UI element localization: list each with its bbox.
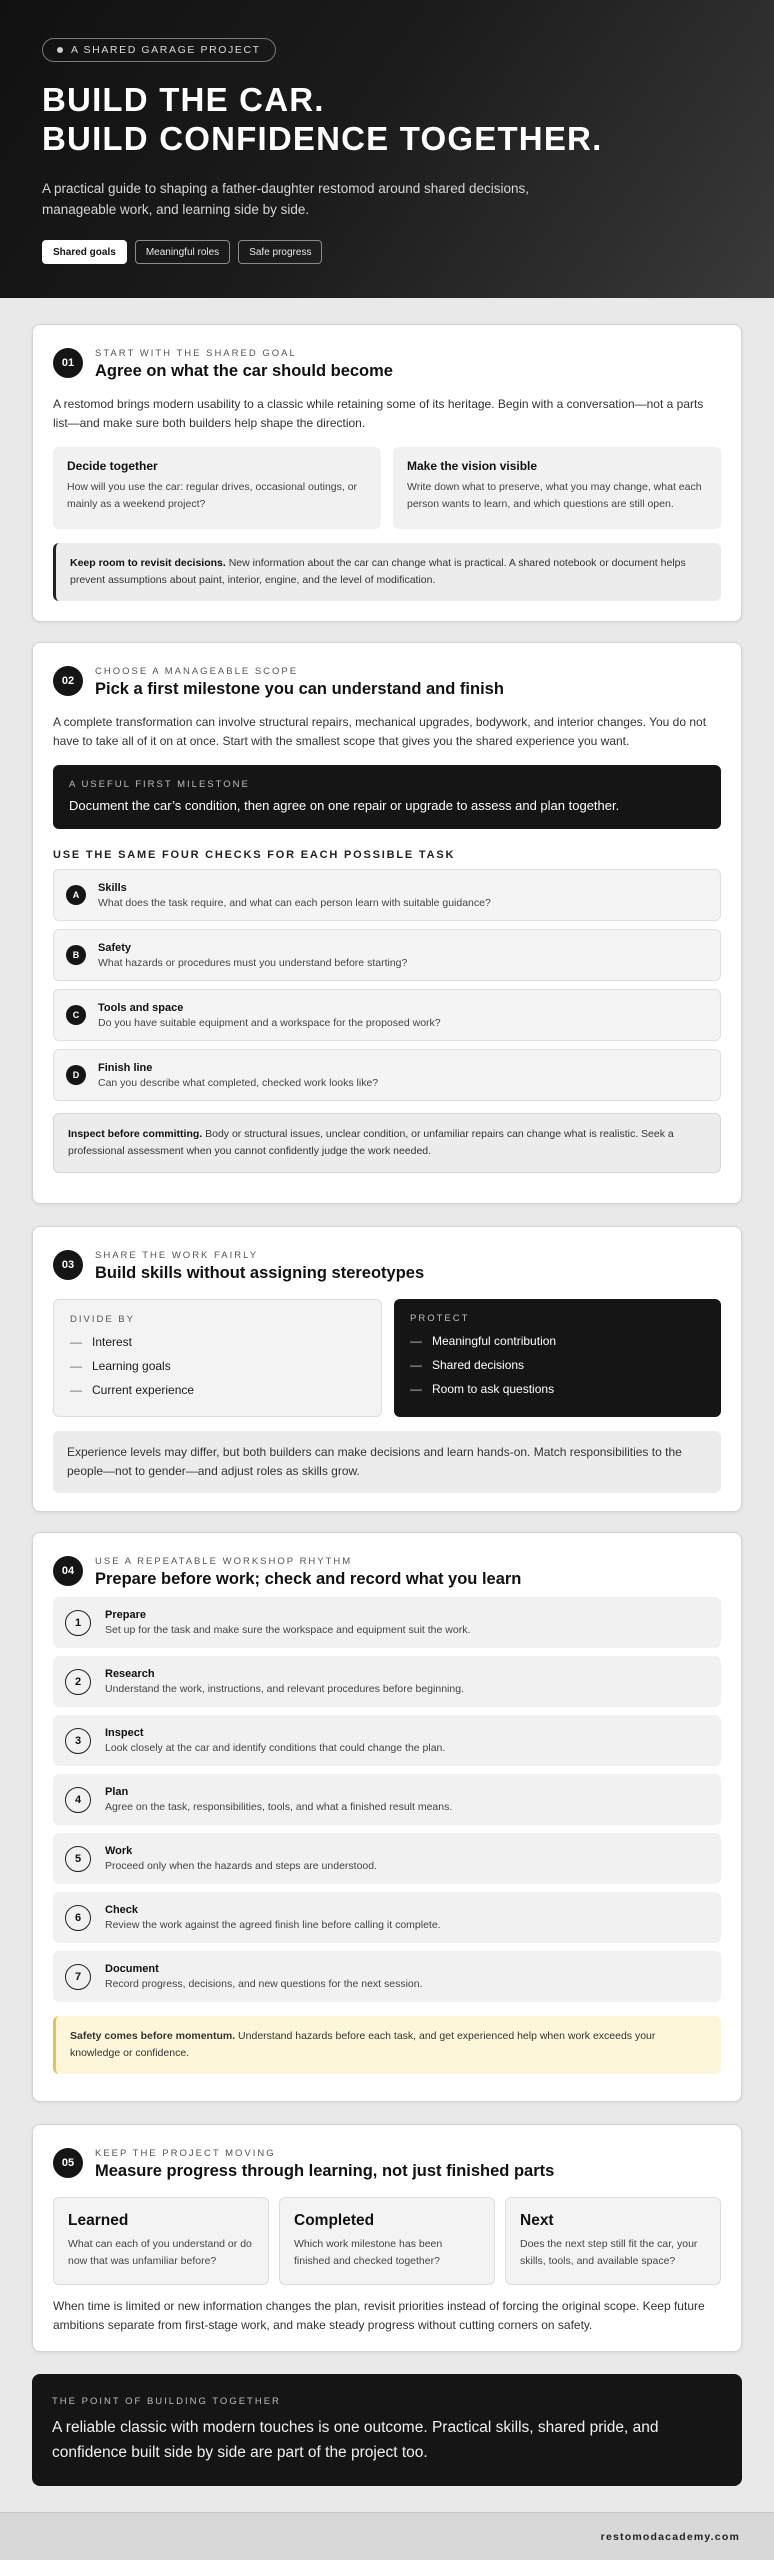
- box-text: How will you use the car: regular drives, occasional outings, or mainly as a weekend project?: [67, 481, 358, 510]
- warn-bold: Safety comes before momentum.: [70, 2030, 236, 2042]
- letter-badge: D: [66, 1065, 86, 1085]
- roles-note: Experience levels may differ, but both builders can make decisions and learn hands-on. Match responsibilities to the people—not to gender—and adjust roles as skills grow.: [53, 1431, 721, 1493]
- item-text: Record progress, decisions, and new questions for the next session.: [105, 1978, 423, 1990]
- item-title: Safety: [98, 941, 132, 954]
- divide-by-box: [53, 1299, 382, 1417]
- step-number: 2: [65, 1669, 91, 1695]
- section-number: 01: [53, 348, 83, 378]
- tab-safe-progress[interactable]: Safe progress: [238, 240, 322, 264]
- item-title: Document: [105, 1963, 159, 1975]
- hero: [0, 0, 774, 298]
- hero-tabs: [42, 240, 732, 264]
- box-eyebrow: DIVIDE BY: [70, 1314, 135, 1325]
- item-text: Meaningful contribution: [432, 1334, 557, 1348]
- letter-badge: B: [66, 945, 86, 965]
- letter-badge: A: [66, 885, 86, 905]
- inspect-note: [53, 1113, 721, 1173]
- step-number: 4: [65, 1787, 91, 1813]
- section-workshop-rhythm: [32, 1532, 742, 2102]
- section-title: Prepare before work; check and record what you learn: [95, 1570, 522, 1588]
- callout-eyebrow: A USEFUL FIRST MILESTONE: [69, 779, 250, 790]
- item-text: Current experience: [92, 1383, 195, 1397]
- note-text: Body or structural issues, unclear condition, or unfamiliar repairs can change what is realistic. Seek a professional assessment when you cannot confidently judge the work needed.: [68, 1128, 674, 1157]
- box-eyebrow: PROTECT: [410, 1313, 470, 1324]
- box-title: Learned: [68, 2212, 129, 2229]
- closing-callout: [32, 2374, 742, 2486]
- note-bold: Keep room to revisit decisions.: [70, 557, 226, 569]
- box-text: Does the next step still fit the car, your skills, tools, and available space?: [520, 2238, 698, 2267]
- list-item: [53, 1656, 721, 1707]
- list-item: — Interest: [70, 1335, 133, 1349]
- section-eyebrow: START WITH THE SHARED GOAL: [95, 348, 297, 359]
- vision-visible-box: [393, 447, 721, 529]
- section-header: [53, 665, 721, 699]
- footer-site-link[interactable]: restomodacademy.com: [600, 2530, 740, 2543]
- step-number: 3: [65, 1728, 91, 1754]
- section-eyebrow: CHOOSE A MANAGEABLE SCOPE: [95, 666, 299, 677]
- item-text: Can you describe what completed, checked work looks like?: [98, 1076, 379, 1089]
- section-header: [53, 347, 721, 381]
- item-title: Prepare: [105, 1609, 146, 1621]
- box-title: Decide together: [67, 459, 158, 473]
- list-item: [53, 869, 721, 921]
- protect-box: [394, 1299, 721, 1417]
- section-eyebrow: SHARE THE WORK FAIRLY: [95, 1250, 259, 1261]
- box-title: Completed: [294, 2212, 375, 2229]
- step-number: 6: [65, 1905, 91, 1931]
- box-title: Make the vision visible: [407, 459, 538, 473]
- section-number: 03: [53, 1250, 83, 1280]
- item-title: Skills: [98, 881, 127, 894]
- item-title: Inspect: [105, 1727, 144, 1739]
- section-number: 02: [53, 666, 83, 696]
- steps-list: [53, 1597, 721, 2002]
- first-milestone-callout: [53, 765, 721, 829]
- warn-text: Understand hazards before each task, and get experienced help when work exceeds your knowledge or confidence.: [70, 2030, 656, 2059]
- section-header: [53, 1249, 721, 1283]
- completed-box: [279, 2197, 495, 2285]
- safety-warning: [53, 2016, 721, 2074]
- list-item: — Current experience: [70, 1383, 195, 1397]
- item-text: What does the task require, and what can each person learn with suitable guidance?: [98, 896, 491, 909]
- title-line-1: BUILD THE CAR.: [42, 81, 325, 118]
- section-body: A complete transformation can involve structural repairs, mechanical upgrades, bodywork, and interior changes. You do not have to take all of it on at once. Start with the smallest scope that gives you the shared experience you want.: [53, 715, 707, 748]
- section-eyebrow: USE A REPEATABLE WORKSHOP RHYTHM: [95, 1556, 353, 1567]
- item-text: Look closely at the car and identify conditions that could change the plan.: [105, 1742, 446, 1754]
- section-share-work: [32, 1226, 742, 1512]
- item-text: Learning goals: [92, 1359, 171, 1373]
- section-title: Measure progress through learning, not just finished parts: [95, 2162, 555, 2180]
- list-item: [53, 1715, 721, 1766]
- section-title: Agree on what the car should become: [95, 362, 393, 380]
- box-title: Next: [520, 2212, 554, 2229]
- item-title: Finish line: [98, 1061, 153, 1074]
- section-progress: [32, 2124, 742, 2352]
- callout-text: Document the car’s condition, then agree on one repair or upgrade to assess and plan together.: [69, 798, 620, 813]
- item-text: What hazards or procedures must you understand before starting?: [98, 956, 408, 969]
- item-text: Interest: [92, 1335, 133, 1349]
- item-title: Work: [105, 1845, 133, 1857]
- section-eyebrow: KEEP THE PROJECT MOVING: [95, 2148, 276, 2159]
- closing-eyebrow: THE POINT OF BUILDING TOGETHER: [52, 2396, 281, 2407]
- section-number: 05: [53, 2148, 83, 2178]
- list-item: — Meaningful contribution: [410, 1334, 557, 1348]
- list-item: [53, 1892, 721, 1943]
- item-text: Shared decisions: [432, 1358, 525, 1372]
- list-item: [53, 1049, 721, 1101]
- next-box: [505, 2197, 721, 2285]
- list-item: — Learning goals: [70, 1359, 171, 1373]
- step-number: 1: [65, 1610, 91, 1636]
- section-shared-goal: [32, 324, 742, 622]
- list-item: [53, 1774, 721, 1825]
- note-bold: Inspect before committing.: [68, 1128, 203, 1140]
- footer: [0, 2512, 774, 2560]
- section-header: [53, 1555, 721, 1589]
- decide-together-box: [53, 447, 381, 529]
- item-text: Understand the work, instructions, and relevant procedures before beginning.: [105, 1683, 464, 1695]
- item-text: Do you have suitable equipment and a workspace for the proposed work?: [98, 1016, 441, 1029]
- list-item: [53, 1597, 721, 1648]
- checks-list: [53, 869, 721, 1101]
- step-number: 5: [65, 1846, 91, 1872]
- hero-pill-label: A SHARED GARAGE PROJECT: [71, 44, 261, 56]
- item-title: Check: [105, 1904, 139, 1916]
- list-item: [53, 929, 721, 981]
- list-item: [53, 989, 721, 1041]
- item-text: Proceed only when the hazards and steps are understood.: [105, 1860, 378, 1872]
- box-text: What can each of you understand or do now that was unfamiliar before?: [68, 2238, 252, 2267]
- learned-box: [53, 2197, 269, 2285]
- hero-pill: [42, 38, 276, 62]
- hero-lede: A practical guide to shaping a father-daughter restomod around shared decisions, manageable work, and learning side by side.: [42, 181, 530, 217]
- item-title: Tools and space: [98, 1001, 184, 1014]
- closing-text: A reliable classic with modern touches is one outcome. Practical skills, shared pride, and confidence built side by side are part of the project too.: [52, 2419, 659, 2461]
- section-body: A restomod brings modern usability to a classic while retaining some of its heritage. Begin with a conversation—not a parts list—and make sure both builders help shape the direction.: [53, 397, 704, 430]
- list-item: — Shared decisions: [410, 1358, 525, 1372]
- item-text: Agree on the task, responsibilities, tools, and what a finished result means.: [105, 1801, 453, 1813]
- note-text: New information about the car can change what is practical. A shared notebook or document helps prevent assumptions about paint, interior, engine, and the level of modification.: [70, 557, 686, 586]
- list-item: — Room to ask questions: [410, 1382, 555, 1396]
- item-title: Plan: [105, 1786, 129, 1798]
- section-body: When time is limited or new information changes the plan, revisit priorities instead of forcing the original scope. Keep future ambitions separate from first-stage work, and make steady progress without cutting corners on safety.: [53, 2299, 705, 2332]
- box-text: Write down what to preserve, what you may change, what each person wants to learn, and which questions are still open.: [407, 481, 702, 510]
- step-number: 7: [65, 1964, 91, 1990]
- title-line-2: BUILD CONFIDENCE TOGETHER.: [42, 120, 603, 157]
- tab-meaningful-roles[interactable]: Meaningful roles: [135, 240, 230, 264]
- section-number: 04: [53, 1556, 83, 1586]
- letter-badge: C: [66, 1005, 86, 1025]
- section-header: [53, 2147, 721, 2181]
- section-scope: [32, 642, 742, 1204]
- section-title: Pick a first milestone you can understand and finish: [95, 680, 504, 698]
- box-text: Which work milestone has been finished and checked together?: [294, 2238, 443, 2267]
- item-text: Set up for the task and make sure the workspace and equipment suit the work.: [105, 1624, 471, 1636]
- checks-label: USE THE SAME FOUR CHECKS FOR EACH POSSIBLE TASK: [53, 849, 456, 861]
- revisit-note: [53, 543, 721, 601]
- page-title: [42, 80, 732, 158]
- item-title: Research: [105, 1668, 155, 1680]
- list-item: [53, 1951, 721, 2002]
- item-text: Room to ask questions: [432, 1382, 555, 1396]
- section-title: Build skills without assigning stereotypes: [95, 1264, 425, 1282]
- tab-shared-goals[interactable]: Shared goals: [42, 240, 127, 264]
- dot-icon: [57, 47, 63, 53]
- list-item: [53, 1833, 721, 1884]
- item-text: Review the work against the agreed finish line before calling it complete.: [105, 1919, 441, 1931]
